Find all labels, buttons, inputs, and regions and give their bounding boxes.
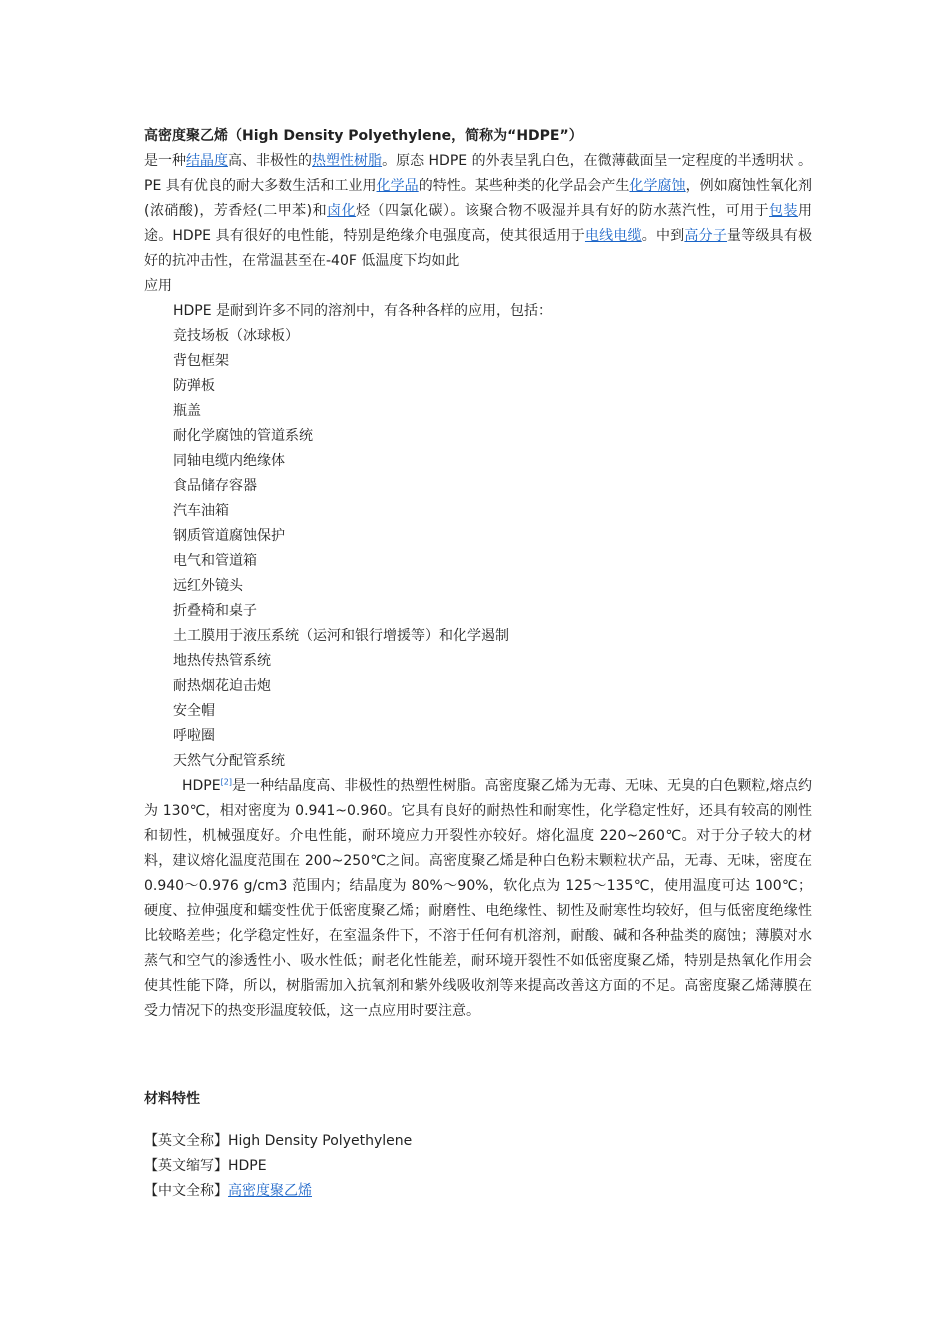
list-item: 背包框架 (173, 353, 229, 369)
document-title: 高密度聚乙烯（High Density Polyethylene，简称为“HDPE”） (144, 128, 583, 144)
field-label: 【英文缩写】 (144, 1158, 228, 1174)
list-item: 呼啦圈 (173, 728, 215, 744)
intro-text: 量等级具有极好的抗冲击性，在常温甚至在-40F 低温度下均如此 (144, 228, 813, 269)
field-label: 【中文全称】 (144, 1183, 228, 1199)
link-hdpe-cn[interactable]: 高密度聚乙烯 (228, 1183, 312, 1199)
description-prefix: HDPE (182, 778, 221, 794)
intro-text: 是一种 (144, 153, 187, 169)
list-item: 天然气分配管系统 (173, 753, 285, 769)
properties-heading: 材料特性 (144, 1091, 200, 1107)
link-chemical-corrosion[interactable]: 化学腐蚀 (629, 178, 686, 194)
intro-text: 用途。HDPE 具有很好的电性能，特别是绝缘介电强度高，使其很适用于 (144, 203, 813, 244)
en-full-name-row (144, 1129, 812, 1154)
field-value: High Density Polyethylene (228, 1133, 413, 1149)
intro-text: 的特性。某些种类的化学品会产生 (418, 178, 630, 194)
list-item: 远红外镜头 (173, 578, 243, 594)
description-paragraph (144, 774, 812, 1024)
list-item: 瓶盖 (173, 403, 201, 419)
list-item: 地热传热管系统 (173, 653, 271, 669)
link-chemicals[interactable]: 化学品 (376, 178, 419, 194)
list-item: 钢质管道腐蚀保护 (173, 528, 285, 544)
intro-text: 高、非极性的 (228, 153, 313, 169)
applications-lead: HDPE 是耐到许多不同的溶剂中，有各种各样的应用，包括： (173, 303, 553, 319)
list-item: 安全帽 (173, 703, 215, 719)
link-wire-cable[interactable]: 电线电缆 (584, 228, 642, 244)
list-item: 电气和管道箱 (173, 553, 257, 569)
link-halogenation[interactable]: 卤化 (327, 203, 357, 219)
intro-text: 。中到 (641, 228, 685, 244)
list-item: 耐化学腐蚀的管道系统 (173, 428, 313, 444)
list-item: 竞技场板（冰球板） (173, 328, 299, 344)
document-body (144, 124, 812, 1204)
list-item: 折叠椅和桌子 (173, 603, 257, 619)
spacer (144, 1024, 812, 1087)
field-label: 【英文全称】 (144, 1133, 228, 1149)
citation-link[interactable]: [2] (220, 777, 232, 787)
list-item: 耐热烟花迫击炮 (173, 678, 271, 694)
en-abbr-row (144, 1154, 812, 1179)
intro-text: 。原态 HDPE 的外表呈乳白色，在微薄截面呈一定程度的半透明状 。PE 具有优良的耐大多数生活和工业用 (144, 153, 813, 194)
applications-heading: 应用 (144, 278, 172, 294)
zh-full-name-row (144, 1179, 812, 1204)
list-item: 同轴电缆内绝缘体 (173, 453, 285, 469)
link-polymer[interactable]: 高分子 (684, 228, 728, 244)
applications-list (144, 324, 812, 774)
list-item: 防弹板 (173, 378, 215, 394)
list-item: 汽车油箱 (173, 503, 229, 519)
list-item: 食品储存容器 (173, 478, 257, 494)
intro-text: 烃（四氯化碳）。该聚合物不吸湿并具有好的防水蒸汽性，可用于 (356, 203, 770, 219)
spacer (144, 1112, 812, 1129)
list-item: 土工膜用于液压系统（运河和银行增援等）和化学遏制 (173, 628, 509, 644)
intro-text: ，例如腐蚀性氧化剂(浓硝酸)，芳香烃(二甲苯)和 (144, 178, 813, 219)
link-crystallinity[interactable]: 结晶度 (186, 153, 229, 169)
description-body: 是一种结晶度高、非极性的热塑性树脂。高密度聚乙烯为无毒、无味、无臭的白色颗粒,熔点约为 130℃，相对密度为 0.941~0.960。它具有良好的耐热性和耐寒性，化学稳定性好，还具有较高的刚性和韧性，机械强度好。介电性能，耐环境应力开裂性亦较好。熔化温度 220~260℃。对于分子较大的材料，建议熔化温度范围在 200~250℃之间。高密度聚乙烯是种白色粉末颗粒状产品，无毒、无味，密度在 0.940～0.976 g/cm3 范围内；结晶度为 80%～90%，软化点为 125～135℃，使用温度可达 100℃；硬度、拉伸强度和蠕变性优于低密度聚乙烯；耐磨性、电绝缘性、韧性及耐寒性均较好，但与低密度绝缘性比较略差些；化学稳定性好，在室温条件下，不溶于任何有机溶剂，耐酸、碱和各种盐类的腐蚀；薄膜对水蒸气和空气的渗透性小、吸水性低；耐老化性能差，耐环境开裂性不如低密度聚乙烯，特别是热氧化作用会使其性能下降，所以，树脂需加入抗氧剂和紫外线吸收剂等来提高改善这方面的不足。高密度聚乙烯薄膜在受力情况下的热变形温度较低，这一点应用时要注意。 (144, 778, 812, 1019)
field-value: HDPE (228, 1158, 267, 1174)
link-thermoplastic-resin[interactable]: 热塑性树脂 (312, 153, 383, 169)
link-packaging[interactable]: 包装 (769, 203, 799, 219)
intro-paragraph (144, 149, 812, 274)
